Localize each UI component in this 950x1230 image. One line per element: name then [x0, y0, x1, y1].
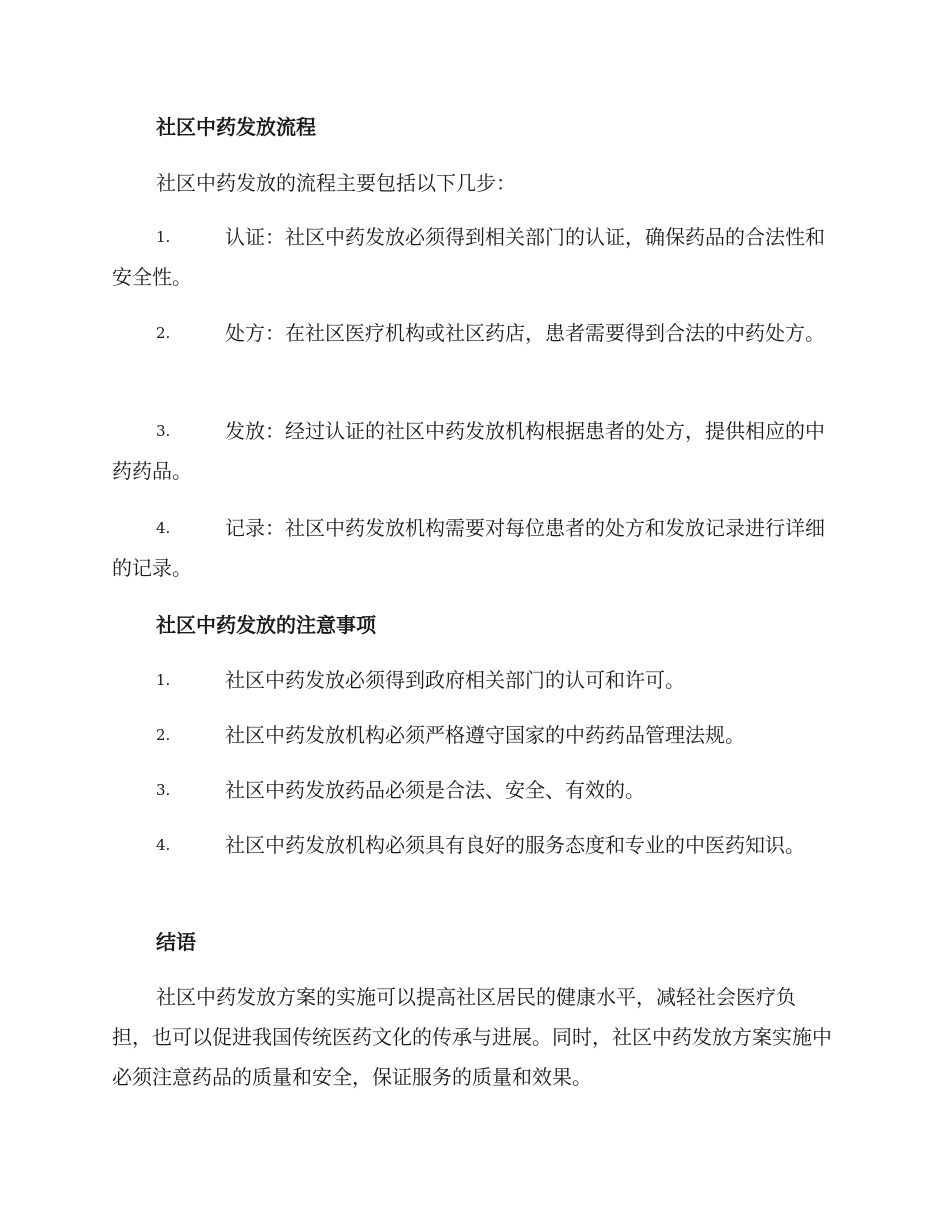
section-heading-conclusion: 结语 — [156, 930, 196, 954]
section-heading-notes: 社区中药发放的注意事项 — [156, 613, 376, 637]
list-item-text: 社区中药发放机构必须具有良好的服务态度和专业的中医药知识。 — [225, 833, 805, 857]
notes-item-2 — [112, 715, 834, 755]
process-step-2 — [112, 313, 834, 353]
process-intro: 社区中药发放的流程主要包括以下几步： — [156, 171, 516, 195]
process-step-3 — [112, 411, 834, 491]
process-step-1 — [112, 217, 834, 297]
notes-item-4 — [112, 825, 834, 865]
list-number: 1. — [156, 228, 171, 246]
list-item-text: 记录：社区中药发放机构需要对每位患者的处方和发放记录进行详细的记录。 — [112, 516, 825, 580]
list-number: 1. — [156, 671, 171, 689]
notes-item-3 — [112, 770, 834, 810]
list-number: 3. — [156, 422, 171, 440]
list-item-text: 社区中药发放必须得到政府相关部门的认可和许可。 — [225, 668, 685, 692]
list-number: 4. — [156, 519, 171, 537]
list-item-text: 处方：在社区医疗机构或社区药店，患者需要得到合法的中药处方。 — [225, 321, 825, 345]
list-number: 3. — [156, 781, 171, 799]
notes-item-1 — [112, 660, 834, 700]
list-item-text: 社区中药发放机构必须严格遵守国家的中药药品管理法规。 — [225, 723, 745, 747]
list-item-text: 社区中药发放药品必须是合法、安全、有效的。 — [225, 778, 645, 802]
list-item-text: 发放：经过认证的社区中药发放机构根据患者的处方，提供相应的中药药品。 — [112, 419, 825, 483]
process-step-4 — [112, 508, 834, 588]
list-number: 4. — [156, 836, 171, 854]
conclusion-paragraph: 社区中药发放方案的实施可以提高社区居民的健康水平，减轻社会医疗负担，也可以促进我国传统医药文化的传承与进展。同时，社区中药发放方案实施中必须注意药品的质量和安全，保证服务的质量和效果。 — [112, 985, 832, 1089]
list-number: 2. — [156, 324, 171, 342]
list-item-text: 认证：社区中药发放必须得到相关部门的认证，确保药品的合法性和安全性。 — [112, 225, 825, 289]
list-number: 2. — [156, 726, 171, 744]
section-heading-process: 社区中药发放流程 — [156, 115, 316, 139]
